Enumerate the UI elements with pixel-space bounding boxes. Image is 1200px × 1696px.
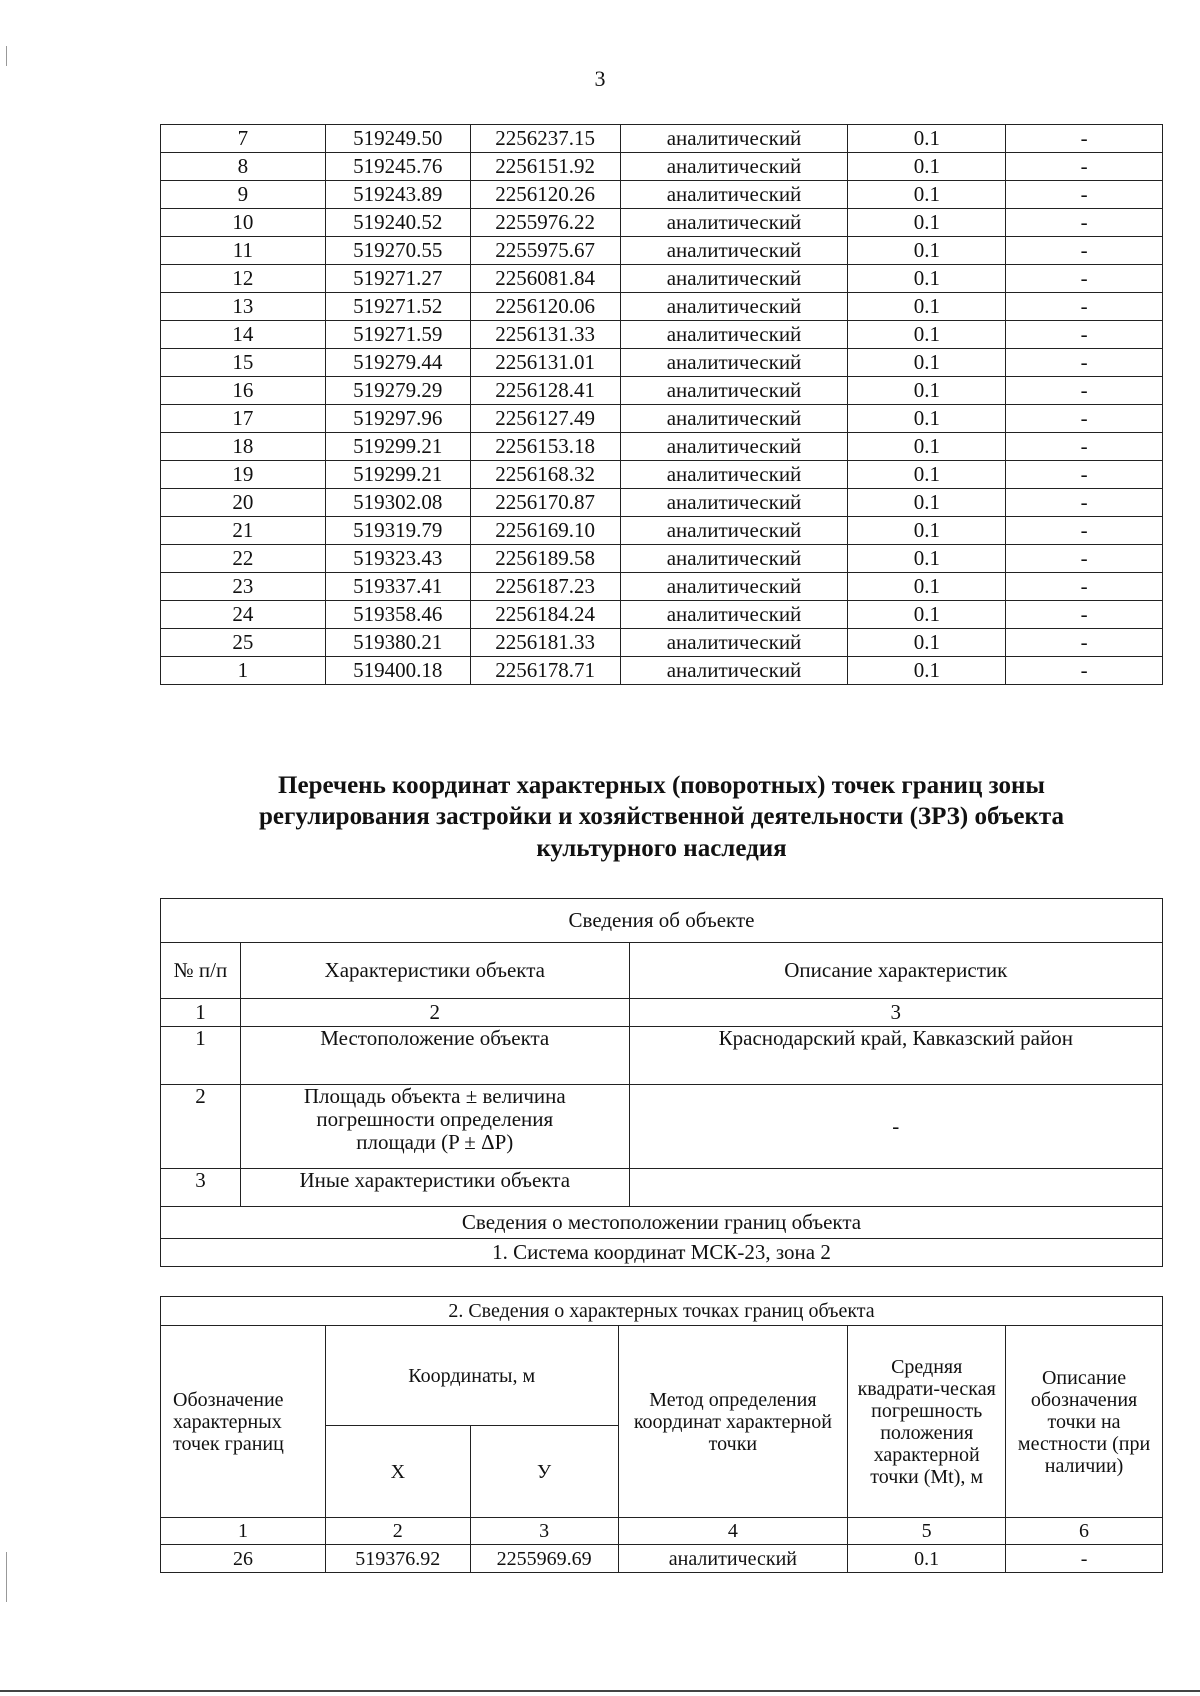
table-row: [161, 433, 1163, 461]
point-method: аналитический: [618, 1545, 848, 1573]
point-method: аналитический: [620, 209, 848, 237]
point-error: 0.1: [848, 181, 1006, 209]
point-description: -: [1006, 573, 1163, 601]
point-x: 519249.50: [325, 125, 470, 153]
scan-mark: [6, 1552, 7, 1602]
point-number: 20: [161, 489, 326, 517]
col-index: 3: [470, 1518, 618, 1545]
point-error: 0.1: [848, 349, 1006, 377]
point-description: -: [1006, 629, 1163, 657]
point-description: -: [1006, 405, 1163, 433]
page-number: 3: [594, 66, 606, 91]
point-x: 519400.18: [325, 657, 470, 685]
table-row: [161, 517, 1163, 545]
point-x: 519279.29: [325, 377, 470, 405]
boundary-points-table: [160, 1296, 1163, 1573]
x-header: X: [325, 1426, 470, 1518]
point-y: 2256120.06: [470, 293, 620, 321]
point-method: аналитический: [620, 153, 848, 181]
point-error: 0.1: [848, 573, 1006, 601]
point-number: 12: [161, 265, 326, 293]
col-index: 1: [161, 1518, 326, 1545]
point-error: 0.1: [848, 433, 1006, 461]
point-error: 0.1: [848, 489, 1006, 517]
point-method: аналитический: [620, 489, 848, 517]
point-description: -: [1006, 489, 1163, 517]
coordinate-system: 1. Система координат МСК-23, зона 2: [161, 1239, 1163, 1267]
point-y: 2256081.84: [470, 265, 620, 293]
point-number: 1: [161, 657, 326, 685]
point-method: аналитический: [620, 349, 848, 377]
point-method: аналитический: [620, 125, 848, 153]
point-description: -: [1006, 1545, 1163, 1573]
point-number: 8: [161, 153, 326, 181]
point-y: 2256237.15: [470, 125, 620, 153]
point-method: аналитический: [620, 433, 848, 461]
point-number: 17: [161, 405, 326, 433]
point-x: 519279.44: [325, 349, 470, 377]
col-index-1: 1: [161, 999, 241, 1027]
point-x: 519271.59: [325, 321, 470, 349]
object-info-table: [160, 898, 1163, 1267]
info-row-value: [629, 1169, 1162, 1207]
point-number: 18: [161, 433, 326, 461]
point-y: 2255969.69: [470, 1545, 618, 1573]
point-error: 0.1: [848, 657, 1006, 685]
point-y: 2256131.01: [470, 349, 620, 377]
description-header: Описание обозначения точки на местности (при наличии): [1006, 1326, 1163, 1518]
point-x: 519297.96: [325, 405, 470, 433]
point-y: 2256151.92: [470, 153, 620, 181]
table-row: [161, 321, 1163, 349]
point-method: аналитический: [620, 181, 848, 209]
table-row: [161, 265, 1163, 293]
point-description: -: [1006, 321, 1163, 349]
point-number: 19: [161, 461, 326, 489]
point-number: 22: [161, 545, 326, 573]
point-error: 0.1: [848, 237, 1006, 265]
point-y: 2256128.41: [470, 377, 620, 405]
heading-line-2: регулирования застройки и хозяйственной деятельности (ЗРЗ) объекта: [259, 803, 1064, 831]
table-row: [161, 601, 1163, 629]
point-number: 16: [161, 377, 326, 405]
col-index: 2: [325, 1518, 470, 1545]
table-row: [161, 293, 1163, 321]
point-y: 2256184.24: [470, 601, 620, 629]
point-number: 9: [161, 181, 326, 209]
table-row: [161, 181, 1163, 209]
point-y: 2256153.18: [470, 433, 620, 461]
point-x: 519323.43: [325, 545, 470, 573]
point-method: аналитический: [620, 461, 848, 489]
heading-line-1: Перечень координат характерных (поворотных) точек границ зоны: [278, 772, 1045, 799]
point-description: -: [1006, 461, 1163, 489]
table-row: [161, 545, 1163, 573]
point-description: -: [1006, 125, 1163, 153]
point-x: 519270.55: [325, 237, 470, 265]
table-row: [161, 377, 1163, 405]
point-error: 0.1: [848, 545, 1006, 573]
point-number: 11: [161, 237, 326, 265]
point-y: 2256170.87: [470, 489, 620, 517]
point-x: 519358.46: [325, 601, 470, 629]
point-x: 519243.89: [325, 181, 470, 209]
point-x: 519299.21: [325, 461, 470, 489]
point-y: 2256181.33: [470, 629, 620, 657]
point-method: аналитический: [620, 377, 848, 405]
point-y: 2256178.71: [470, 657, 620, 685]
point-number: 7: [161, 125, 326, 153]
point-description: -: [1006, 153, 1163, 181]
point-method: аналитический: [620, 573, 848, 601]
point-error: 0.1: [848, 321, 1006, 349]
point-method: аналитический: [620, 517, 848, 545]
table-row: [161, 349, 1163, 377]
point-y: 2256120.26: [470, 181, 620, 209]
coordinates-header: Координаты, м: [325, 1326, 618, 1426]
table-row: [161, 489, 1163, 517]
y-header: У: [470, 1426, 618, 1518]
point-error: 0.1: [848, 125, 1006, 153]
point-error: 0.1: [848, 517, 1006, 545]
point-description: -: [1006, 237, 1163, 265]
method-header: Метод определения координат характерной точки: [618, 1326, 848, 1518]
point-method: аналитический: [620, 601, 848, 629]
points-title: 2. Сведения о характерных точках границ объекта: [161, 1297, 1163, 1326]
point-y: 2256187.23: [470, 573, 620, 601]
point-error: 0.1: [848, 209, 1006, 237]
point-method: аналитический: [620, 293, 848, 321]
point-number: 21: [161, 517, 326, 545]
point-error: 0.1: [848, 629, 1006, 657]
point-x: 519319.79: [325, 517, 470, 545]
col-characteristics-header: Характеристики объекта: [240, 943, 629, 999]
table-row: [161, 237, 1163, 265]
info-row-name: Площадь объекта ± величина погрешности определения площади (P ± ΔP): [240, 1085, 629, 1169]
table-row: [161, 657, 1163, 685]
point-description: -: [1006, 601, 1163, 629]
point-number: 26: [161, 1545, 326, 1573]
point-method: аналитический: [620, 265, 848, 293]
point-error: 0.1: [848, 153, 1006, 181]
point-description: -: [1006, 181, 1163, 209]
point-x: 519337.41: [325, 573, 470, 601]
point-method: аналитический: [620, 545, 848, 573]
point-description: -: [1006, 517, 1163, 545]
point-x: 519271.52: [325, 293, 470, 321]
point-number: 24: [161, 601, 326, 629]
info-row-value: Краснодарский край, Кавказский район: [629, 1027, 1162, 1085]
point-description: -: [1006, 657, 1163, 685]
point-y: 2256127.49: [470, 405, 620, 433]
info-row-number: 3: [161, 1169, 241, 1207]
point-x: 519376.92: [325, 1545, 470, 1573]
coordinates-table-continued: [160, 124, 1163, 685]
table-row: [161, 629, 1163, 657]
point-error: 0.1: [848, 265, 1006, 293]
point-method: аналитический: [620, 629, 848, 657]
info-row-number: 1: [161, 1027, 241, 1085]
location-title: Сведения о местоположении границ объекта: [161, 1207, 1163, 1239]
point-x: 519271.27: [325, 265, 470, 293]
table-row: [161, 461, 1163, 489]
table-row: [161, 153, 1163, 181]
table-row: [161, 573, 1163, 601]
point-description: -: [1006, 433, 1163, 461]
info-row-name: Местоположение объекта: [240, 1027, 629, 1085]
point-number: 13: [161, 293, 326, 321]
point-y: 2256168.32: [470, 461, 620, 489]
table-row: [161, 209, 1163, 237]
point-x: 519302.08: [325, 489, 470, 517]
point-number: 23: [161, 573, 326, 601]
point-y: 2256169.10: [470, 517, 620, 545]
point-designation-header: Обозначение характерных точек границ: [161, 1326, 326, 1518]
point-x: 519240.52: [325, 209, 470, 237]
point-y: 2256131.33: [470, 321, 620, 349]
point-method: аналитический: [620, 237, 848, 265]
point-description: -: [1006, 545, 1163, 573]
col-index-2: 2: [240, 999, 629, 1027]
page-bottom-rule: [0, 1690, 1200, 1692]
col-description-header: Описание характеристик: [629, 943, 1162, 999]
point-y: 2255975.67: [470, 237, 620, 265]
point-error: 0.1: [848, 293, 1006, 321]
info-row-number: 2: [161, 1085, 241, 1169]
info-row-value: -: [629, 1085, 1162, 1169]
point-x: 519299.21: [325, 433, 470, 461]
section-heading: [160, 770, 1163, 864]
point-error: 0.1: [848, 461, 1006, 489]
point-method: аналитический: [620, 657, 848, 685]
point-error: 0.1: [848, 377, 1006, 405]
point-x: 519245.76: [325, 153, 470, 181]
error-header: Средняя квадрати-ческая погрешность положения характерной точки (Mt), м: [848, 1326, 1006, 1518]
point-number: 25: [161, 629, 326, 657]
point-description: -: [1006, 377, 1163, 405]
col-number-header: № п/п: [161, 943, 241, 999]
col-index-3: 3: [629, 999, 1162, 1027]
info-row-name: Иные характеристики объекта: [240, 1169, 629, 1207]
scan-mark: [6, 46, 7, 66]
point-description: -: [1006, 209, 1163, 237]
point-y: 2256189.58: [470, 545, 620, 573]
point-number: 14: [161, 321, 326, 349]
col-index: 6: [1006, 1518, 1163, 1545]
point-error: 0.1: [848, 601, 1006, 629]
col-index: 5: [848, 1518, 1006, 1545]
point-number: 10: [161, 209, 326, 237]
point-error: 0.1: [848, 405, 1006, 433]
point-x: 519380.21: [325, 629, 470, 657]
point-error: 0.1: [848, 1545, 1006, 1573]
heading-line-3: культурного наследия: [536, 834, 787, 862]
point-description: -: [1006, 293, 1163, 321]
point-method: аналитический: [620, 405, 848, 433]
point-number: 15: [161, 349, 326, 377]
object-info-title: Сведения об объекте: [161, 899, 1163, 943]
point-y: 2255976.22: [470, 209, 620, 237]
table-row: [161, 405, 1163, 433]
col-index: 4: [618, 1518, 848, 1545]
table-row: [161, 125, 1163, 153]
point-method: аналитический: [620, 321, 848, 349]
point-description: -: [1006, 265, 1163, 293]
point-description: -: [1006, 349, 1163, 377]
